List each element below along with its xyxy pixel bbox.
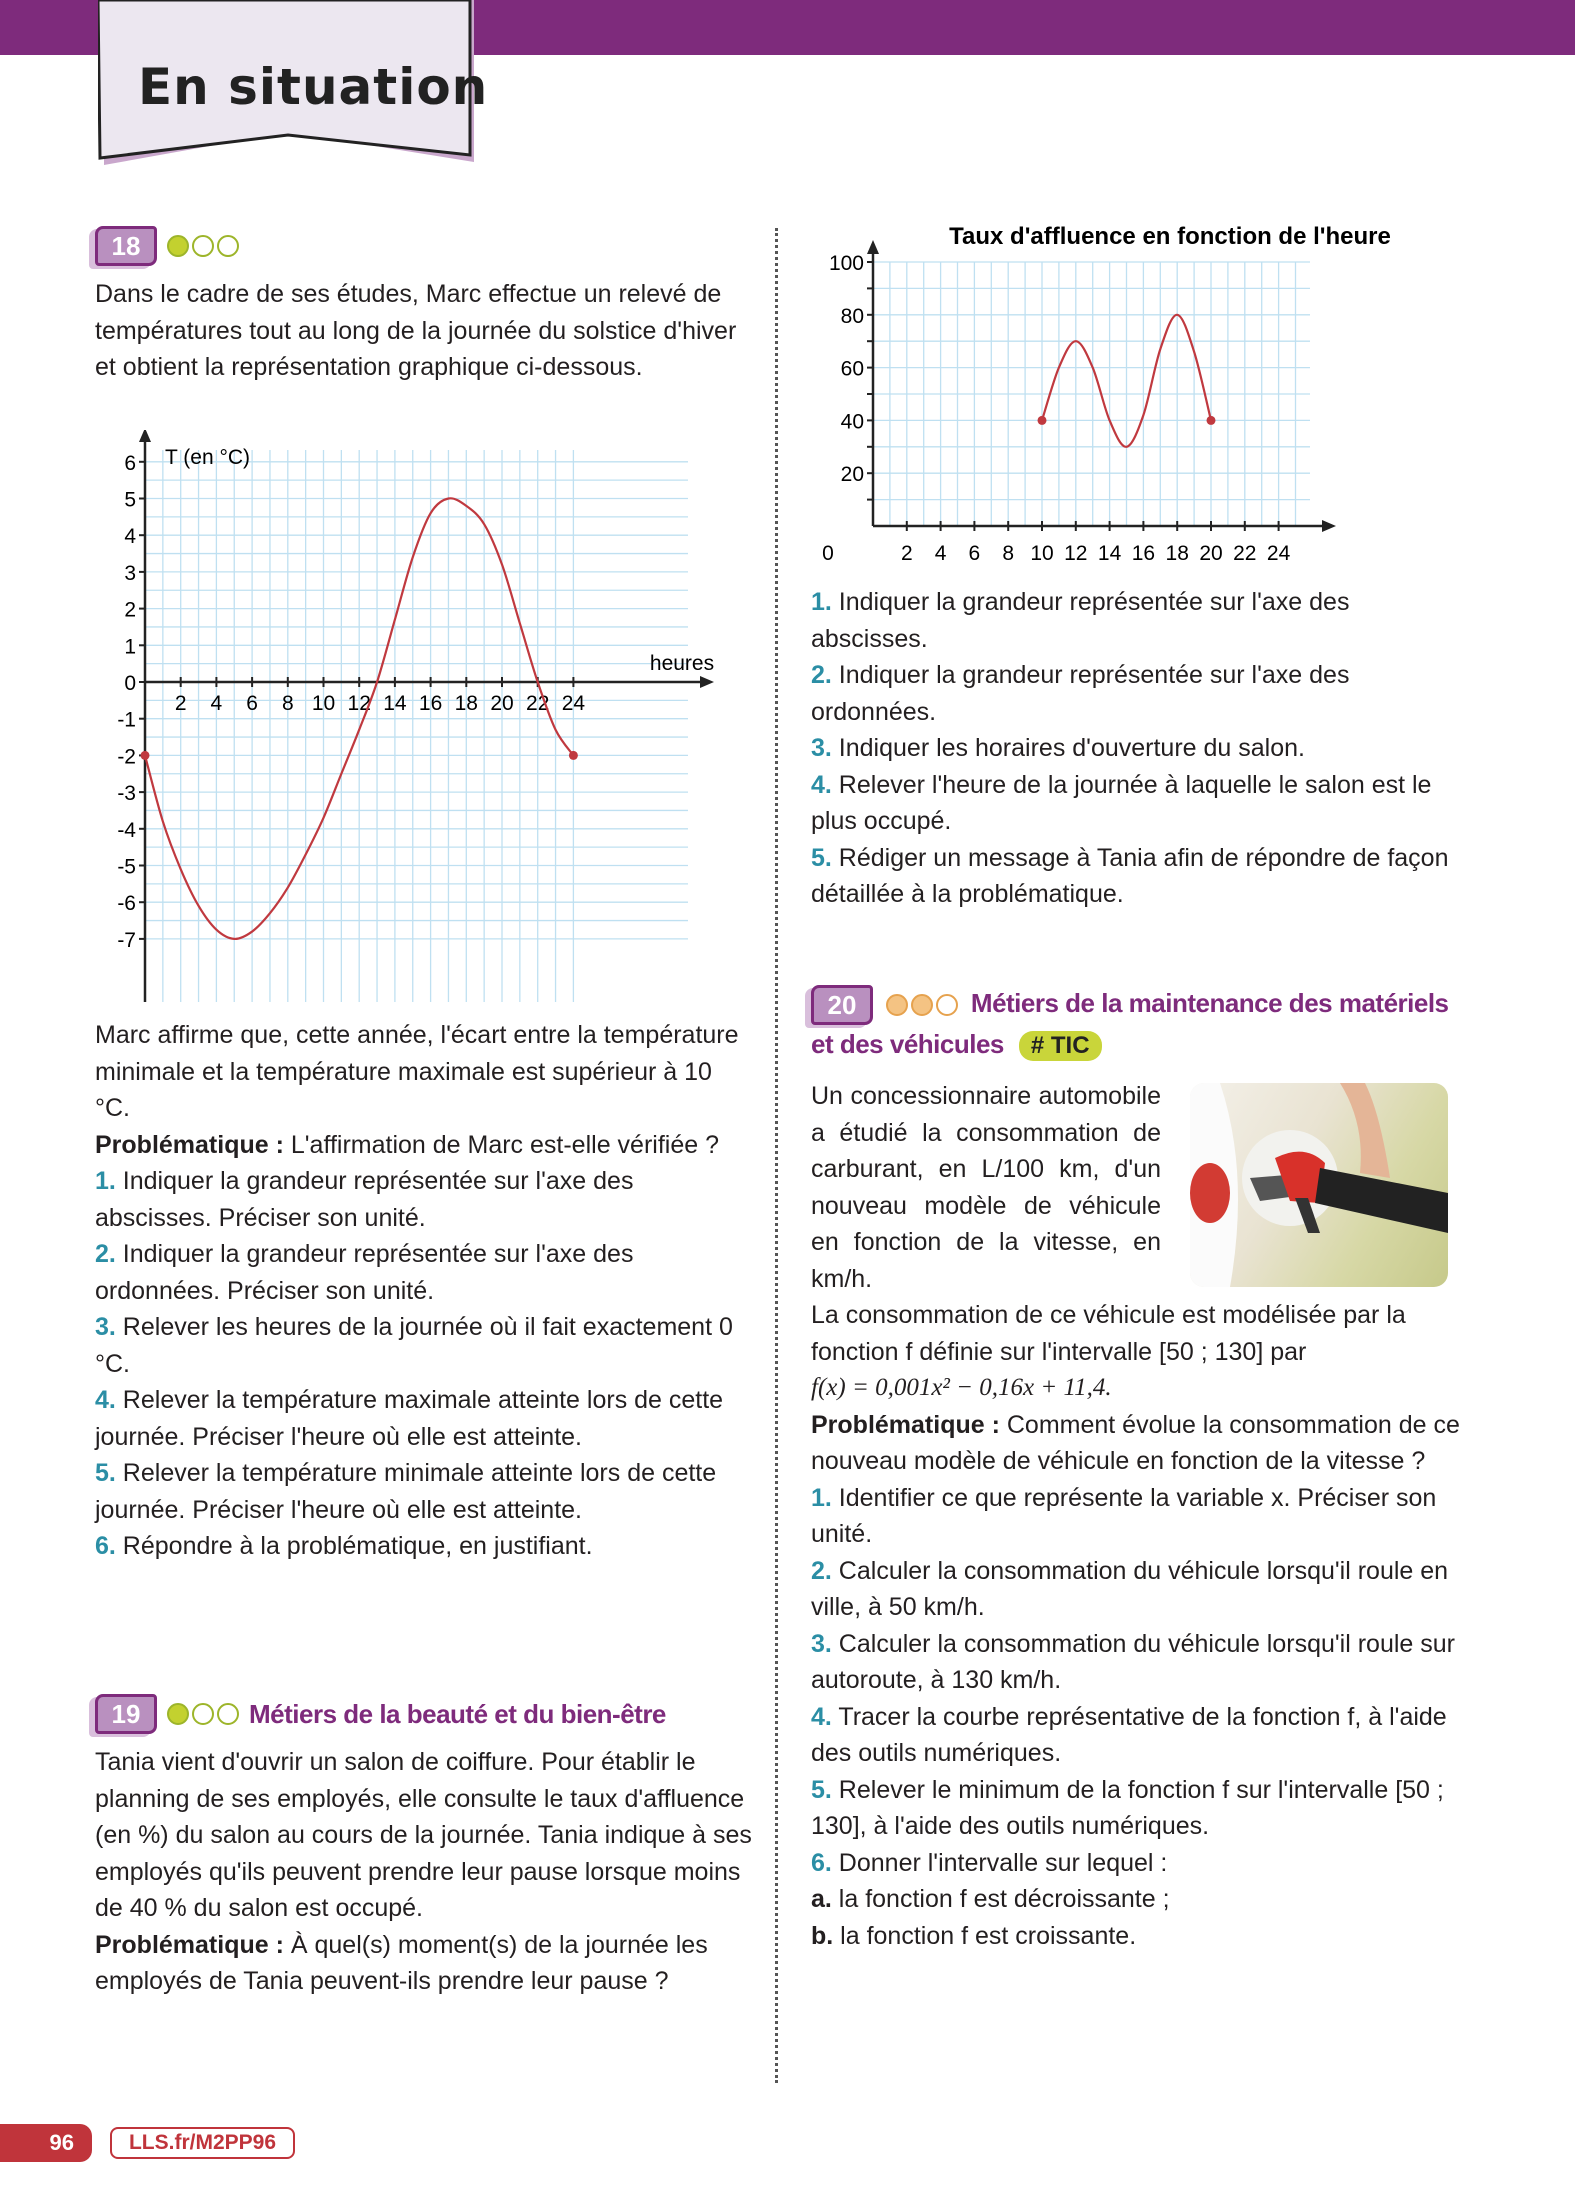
x-tick-label: 24 [561,692,586,715]
y-tick-label: 2 [124,598,136,622]
y-tick-label: 80 [840,304,864,328]
exercise-18 [95,226,745,386]
question-item [811,1918,1466,1955]
x-tick-label: 14 [383,692,407,715]
x-tick-label: 8 [1002,542,1015,565]
exercise-intro: Tania vient d'ouvrir un salon de coiffure. Pour établir le planning de ses employés, elle consulte le taux d'affluence (en %) du salon au cours de la journée. Tania indique à ses employés qu'ils peuvent prendre leur pause lorsque moins de 40 % du salon est occupé. [95,1748,752,1922]
question-text: Indiquer la grandeur représentée sur l'axe des abscisses. Préciser son unité. [95,1167,634,1232]
x-tick-label: 20 [490,692,514,715]
exercise-intro: Un concessionnaire automobile a étudié la consommation de carburant, en L/100 km, d'un nouveau modèle de véhicule en fonction de la vitesse, en km/h. [811,1082,1161,1293]
y-tick-label: 60 [840,357,864,381]
question-number: 5. [811,843,832,872]
question-number: 4. [811,770,832,799]
question-number: 3. [95,1313,116,1341]
problem-text: À quel(s) moment(s) de la journée les employés de Tania peuvent-ils prendre leur pause ? [95,1930,708,1995]
model-text: La consommation de ce véhicule est modélisée par la fonction f définie sur l'intervalle [50 ; 130] par [811,1301,1406,1366]
exercise-number-badge: 19 [95,1694,157,1734]
x-tick-label: 0 [822,542,834,565]
question-number: 2. [95,1240,116,1268]
problem-label: Problématique : [95,1130,284,1159]
difficulty-dot-filled [167,1703,189,1725]
exercise-title: Métiers de la maintenance des matériels et des véhicules [811,988,1449,1060]
question-number: 3. [811,734,832,762]
y-tick-label: 4 [124,525,136,549]
question-item [811,730,1461,767]
difficulty-dots [167,1703,239,1725]
question-item [811,1699,1466,1772]
question-text: Rédiger un message à Tania afin de répondre de façon détaillée à la problématique. [811,843,1449,908]
exercise-title: Métiers de la beauté et du bien-être [249,1698,666,1729]
question-item [811,1845,1466,1882]
question-text: Calculer la consommation du véhicule lorsqu'il roule en ville, à 50 km/h. [811,1556,1449,1622]
exercise-19 [95,1694,755,2000]
x-tick-label: 6 [968,542,981,565]
question-item [811,1626,1466,1699]
question-text: la fonction f est décroissante ; [831,1885,1170,1914]
x-tick-label: 16 [1131,542,1156,565]
difficulty-dot-filled [167,235,189,257]
difficulty-dot-filled [911,994,933,1016]
y-tick-label: 0 [124,672,136,695]
question-item [811,1553,1466,1626]
exercise-number-badge: 20 [811,985,873,1025]
y-tick-label: 5 [124,488,136,512]
y-axis-arrow-icon [139,430,151,442]
question-list [811,1480,1466,1955]
x-tick-label: 10 [1030,542,1054,565]
question-item [95,1236,745,1309]
question-number: 1. [811,1483,832,1512]
question-text: Répondre à la problématique, en justifiant. [115,1532,593,1560]
x-tick-label: 20 [1199,542,1223,565]
y-tick-label: -4 [117,818,136,842]
y-tick-label: -1 [117,708,136,732]
resource-link[interactable]: LLS.fr/M2PP96 [110,2127,295,2159]
question-text: Relever les heures de la journée où il fait exactement 0 °C. [95,1313,733,1378]
question-item [811,840,1461,913]
endpoint-marker [1038,416,1047,425]
x-tick-label: 2 [900,542,913,565]
y-axis-arrow-icon [867,240,879,254]
y-tick-label: 40 [840,410,864,434]
problem-label: Problématique : [811,1410,1000,1439]
question-number: b. [811,1921,834,1950]
problem-text: Comment évolue la consommation de ce nouveau modèle de véhicule en fonction de la vitesse ? [811,1410,1460,1476]
question-item [811,657,1461,730]
question-item [95,1309,745,1382]
question-number: 2. [811,661,832,689]
question-number: 4. [811,1702,832,1731]
affluence-chart [810,212,1450,572]
question-number: a. [811,1885,832,1914]
y-tick-label: 1 [124,635,136,659]
page-title: En situation [138,58,489,116]
question-list [811,584,1461,913]
question-item [811,767,1461,840]
question-text: Relever la température maximale atteinte lors de cette journée. Préciser l'heure où elle est atteinte. [95,1386,724,1451]
y-tick-label: -7 [117,928,136,952]
x-tick-label: 4 [210,692,223,715]
exercise-19-questions [811,584,1461,913]
y-tick-label: -5 [117,855,136,879]
question-text: Donner l'intervalle sur lequel : [831,1848,1168,1877]
x-tick-label: 12 [347,692,371,715]
exercise-statement: Marc affirme que, cette année, l'écart entre la température minimale et la température maximale est supérieur à 10 °C. [95,1021,739,1122]
question-number: 1. [95,1167,116,1195]
question-number: 3. [811,1629,832,1658]
question-number: 6. [95,1532,116,1560]
question-item [811,584,1461,657]
question-text: Relever le minimum de la fonction f sur l'intervalle [50 ; 130], à l'aide des outils numériques. [811,1775,1444,1841]
difficulty-dot-empty [936,994,958,1016]
tic-tag: # TIC [1019,1031,1102,1061]
question-text: Calculer la consommation du véhicule lorsqu'il roule sur autoroute, à 130 km/h. [811,1629,1455,1695]
fuel-pump-photo [1190,1083,1448,1287]
question-text: Tracer la courbe représentative de la fonction f, à l'aide des outils numériques. [811,1702,1447,1768]
difficulty-dot-empty [192,1703,214,1725]
exercise-number-badge: 18 [95,226,157,266]
y-axis-label: T (en °C) [165,446,251,469]
question-text: Identifier ce que représente la variable x. Préciser son unité. [811,1483,1437,1549]
x-tick-label: 16 [418,692,443,715]
y-tick-label: 20 [840,463,864,487]
x-tick-label: 14 [1097,542,1122,565]
y-tick-label: -6 [117,892,136,916]
x-tick-label: 18 [1165,542,1189,565]
question-text: Indiquer la grandeur représentée sur l'axe des ordonnées. [811,661,1350,726]
question-text: Relever l'heure de la journée à laquelle le salon est le plus occupé. [811,770,1432,835]
x-axis-arrow-icon [700,676,714,688]
difficulty-dot-empty [192,235,214,257]
question-item [95,1528,745,1565]
question-number: 2. [811,1556,832,1585]
question-number: 5. [811,1775,832,1804]
question-number: 1. [811,588,832,616]
y-tick-label: 3 [124,561,136,585]
question-text: Indiquer les horaires d'ouverture du salon. [831,734,1305,762]
question-text: Indiquer la grandeur représentée sur l'axe des ordonnées. Préciser son unité. [95,1240,634,1305]
question-number: 5. [95,1459,116,1487]
x-tick-label: 8 [281,692,294,715]
difficulty-dot-empty [217,235,239,257]
exercise-18-body [95,1017,745,1565]
function-formula: f(x) = 0,001x² − 0,16x + 11,4. [811,1374,1112,1402]
difficulty-dots [167,235,239,257]
y-tick-label: -2 [117,745,136,769]
x-tick-label: 6 [246,692,258,715]
x-tick-label: 18 [454,692,478,715]
question-item [95,1163,745,1236]
y-tick-label: 100 [828,252,864,275]
exercise-intro: Dans le cadre de ses études, Marc effectue un relevé de températures tout au long de la journée du solstice d'hiver et obtient la représentation graphique ci-dessous. [95,280,737,381]
column-divider [775,228,778,2083]
x-axis-arrow-icon [1322,520,1336,532]
problem-label: Problématique : [95,1930,284,1959]
question-item [95,1382,745,1455]
y-tick-label: -3 [117,782,136,806]
question-text: Indiquer la grandeur représentée sur l'axe des abscisses. [811,588,1350,653]
page-number: 96 [0,2124,92,2162]
problem-text: L'affirmation de Marc est-elle vérifiée ? [283,1130,719,1159]
question-item [811,1480,1466,1553]
chart-title: Taux d'affluence en fonction de l'heure [949,223,1391,250]
x-tick-label: 10 [311,692,336,715]
difficulty-dot-filled [886,994,908,1016]
x-axis-label: heures [649,652,715,675]
difficulty-dot-empty [217,1703,239,1725]
x-tick-label: 24 [1266,542,1291,565]
y-tick-label: 6 [124,451,136,475]
question-text: la fonction f est croissante. [833,1921,1137,1950]
x-tick-label: 22 [526,692,550,715]
question-item [811,1881,1466,1918]
endpoint-marker [1207,416,1216,425]
difficulty-dots [886,994,958,1016]
endpoint-marker [569,751,578,760]
endpoint-marker [141,751,150,760]
question-item [811,1772,1466,1845]
question-text: Relever la température minimale atteinte lors de cette journée. Préciser l'heure où elle est atteinte. [95,1459,717,1524]
x-tick-label: 22 [1233,542,1257,565]
question-number: 6. [811,1848,832,1877]
question-item [95,1455,745,1528]
question-number: 4. [95,1386,116,1414]
question-list [95,1163,745,1565]
x-tick-label: 12 [1064,542,1088,565]
x-tick-label: 4 [934,542,947,565]
temperature-chart [100,430,750,1005]
x-tick-label: 2 [174,692,187,715]
